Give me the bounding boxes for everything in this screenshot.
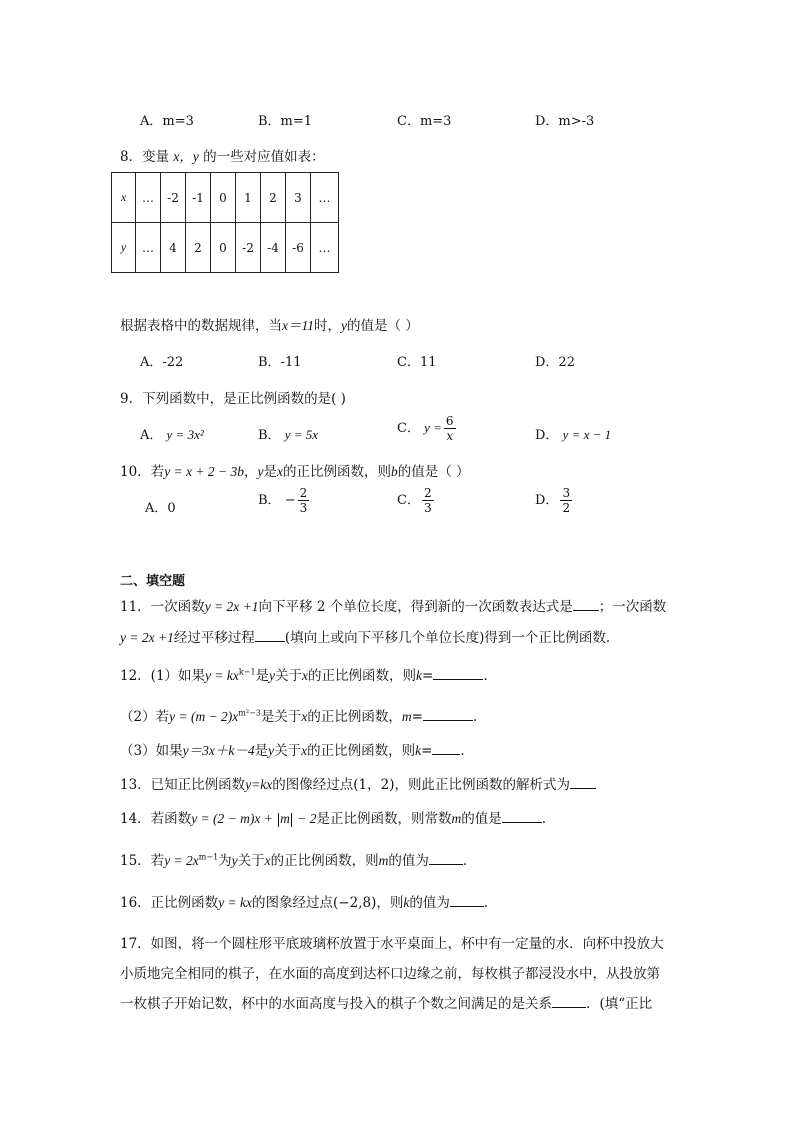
- q15-y: y: [231, 853, 238, 868]
- q14-end: .: [541, 811, 547, 827]
- q16-k: k: [403, 895, 410, 910]
- answer-blank[interactable]: [570, 776, 596, 789]
- q15-a: 15．若: [120, 853, 165, 869]
- answer-blank[interactable]: [502, 810, 542, 823]
- q9-option-c-pre: y =: [424, 420, 442, 435]
- table-row-y: [112, 223, 339, 273]
- q12-p3-e: =: [421, 743, 433, 759]
- q12-p3-expr: y＝3x＋k－4: [182, 743, 255, 758]
- q12-p1-b: 是: [255, 668, 270, 684]
- fraction-denominator: 3: [299, 501, 308, 515]
- q10-stem-expr: y = x + 2 − 3b: [164, 464, 245, 479]
- q11-line1: [120, 595, 666, 615]
- q14-expr-m: m: [280, 811, 290, 826]
- q8-option-b: B．-11: [258, 355, 302, 370]
- q17-line3: [120, 992, 652, 1012]
- q10-stem-bvar: b: [391, 464, 398, 479]
- q14-expr-b: − 2: [297, 811, 317, 826]
- q8-option-a: A．-22: [140, 355, 184, 370]
- table-cell: 3: [286, 173, 311, 223]
- q17-line1: 17．如图，将一个圆柱形平底玻璃杯放置于水平桌面上，杯中有一定量的水．向杯中投放大: [120, 936, 664, 952]
- fraction-denominator: x: [446, 429, 454, 443]
- table-cell: 0: [211, 223, 236, 273]
- q17-l3-a: 一枚棋子开始记数，杯中的水面高度与投入的棋子个数之间满足的是关系: [120, 996, 552, 1012]
- q12-p2-d: =: [411, 709, 423, 725]
- table-cell: -1: [186, 173, 211, 223]
- q12-p2-m: m: [401, 709, 412, 724]
- q12-p1-y: y: [269, 668, 276, 683]
- q10-option-c-fraction: [422, 486, 434, 515]
- q12-p2-x: x: [301, 709, 308, 724]
- answer-blank[interactable]: [552, 995, 586, 1008]
- q8-question-var: y: [341, 318, 347, 333]
- q9-option-c-fraction: [444, 414, 456, 443]
- q10-stem-x: x: [277, 464, 284, 479]
- q10-stem-y: y: [257, 464, 264, 479]
- q12-p3-c: 关于: [274, 743, 302, 759]
- q8-option-d: D．22: [535, 355, 575, 370]
- table-cell: 0: [211, 173, 236, 223]
- q12-p1-c: 关于: [275, 668, 303, 684]
- q16-point: (−2,8): [333, 895, 377, 911]
- q12-part2: [120, 705, 477, 725]
- q13: [120, 773, 596, 793]
- q10-option-a-value: 0: [167, 501, 176, 516]
- q9-option-d: [535, 424, 611, 443]
- q11-l1-c: ；一次函数: [598, 599, 667, 615]
- q16-c: ，则: [376, 895, 404, 911]
- q14-a: 14．若函数: [120, 811, 192, 827]
- table-cell: …: [136, 223, 161, 273]
- q15-end: .: [462, 853, 468, 869]
- q12-p1-e: =: [422, 668, 434, 684]
- q14-expr-a: y = (2 − m)x +: [191, 811, 273, 826]
- q12-p3-b: 是: [254, 743, 269, 759]
- q10-option-a: [145, 497, 176, 516]
- answer-blank[interactable]: [255, 629, 285, 642]
- q12-p1-expr: y = kx: [205, 668, 239, 683]
- q12-p1-x: x: [302, 668, 309, 683]
- q12-p1-k: k: [416, 668, 423, 683]
- q15-e: 的值为: [388, 853, 429, 869]
- section-heading: 二、填空题: [120, 574, 186, 589]
- q12-p1-end: .: [483, 668, 488, 684]
- fraction-denominator: 2: [562, 501, 571, 515]
- table-cell: …: [311, 223, 339, 273]
- q14-c: 的值是: [461, 811, 502, 827]
- q10-stem-a: 10．若: [120, 464, 165, 480]
- q11-l1-a: 11．一次函数: [120, 599, 205, 615]
- q15-x: x: [264, 853, 271, 868]
- q15-b: 为: [218, 853, 232, 869]
- q13-expr: y=kx: [245, 777, 273, 792]
- q9-option-a-label: A．: [140, 428, 163, 443]
- q16-b: 的图象经过点: [252, 895, 334, 911]
- q8-option-c: C．11: [397, 355, 437, 370]
- q12-p1-a: 12．(1）如果: [120, 668, 206, 684]
- q11-l2-a: 经过平移过程: [173, 630, 255, 646]
- table-cell: 2: [186, 223, 211, 273]
- q10-option-d-fraction: [560, 486, 572, 515]
- q12-p2-sup: m²−3: [238, 708, 261, 718]
- q16-end: .: [483, 895, 489, 911]
- q9-option-c-label: C．: [397, 421, 420, 436]
- q10-option-b-fraction: [298, 486, 310, 515]
- q10-option-b-sign: −: [284, 493, 296, 508]
- q12-part3: [120, 739, 465, 759]
- q10-stem: [120, 460, 470, 480]
- q9-option-d-expr: y = x − 1: [562, 427, 612, 442]
- q8-stem-text: 8．变量: [120, 149, 170, 165]
- q14-m: m: [451, 811, 462, 826]
- table-cell: 2: [261, 173, 286, 223]
- q12-p3-x: x: [301, 743, 308, 758]
- q9-option-b-label: B．: [258, 428, 281, 443]
- q9-option-b: [258, 424, 318, 443]
- q12-p3-a: （3）如果: [120, 743, 183, 759]
- q12-p3-d: 的正比例函数，则: [307, 743, 416, 759]
- q15-m: m: [378, 853, 389, 868]
- q16-d: 的值为: [409, 895, 450, 911]
- fraction-denominator: 3: [423, 501, 432, 515]
- q11-l1-expr: y = 2x +1: [204, 599, 259, 614]
- q17-line2: 小质地完全相同的棋子，在水面的高度到达杯口边缘之前，每枚棋子都浸没水中，从投放第: [120, 966, 660, 982]
- q10-option-c-label: C．: [397, 493, 420, 508]
- q12-p1-d: 的正比例函数，则: [308, 668, 417, 684]
- q14: [120, 807, 546, 827]
- q10-stem-c: 是: [263, 464, 278, 480]
- q12-p2-a: （2）若: [120, 709, 170, 725]
- q7-option-a: A．m=3: [140, 114, 194, 129]
- q10-option-b: [258, 486, 311, 515]
- q15-d: 的正比例函数，则: [270, 853, 379, 869]
- q9-option-d-label: D．: [535, 428, 559, 443]
- q7-option-b: B．m=1: [258, 114, 313, 129]
- q12-part1: [120, 664, 488, 684]
- fraction-numerator: 3: [562, 486, 571, 500]
- q16-expr: y = kx: [218, 895, 253, 910]
- fraction-numerator: 2: [423, 486, 432, 500]
- answer-blank[interactable]: [429, 852, 463, 865]
- table-cell: 4: [161, 223, 186, 273]
- q11-l2-expr: y = 2x +1: [120, 630, 174, 645]
- q11-l2-b: (填向上或向下平移几个单位长度)得到一个正比例函数.: [284, 630, 611, 646]
- q9-option-b-expr: y = 5x: [284, 427, 319, 442]
- q10-option-d: [535, 486, 574, 515]
- q12-p2-end: .: [472, 709, 478, 725]
- table-cell: 1: [236, 173, 261, 223]
- q15-expr: y = 2x: [164, 853, 199, 868]
- q15-c: 关于: [237, 853, 265, 869]
- q9-option-c: [397, 414, 458, 443]
- q12-p2-b: 是关于: [260, 709, 302, 725]
- q13-a: 13．已知正比例函数: [120, 777, 246, 793]
- table-header-y: y: [112, 223, 136, 273]
- q10-option-b-label: B．: [258, 493, 281, 508]
- q14-b: 是正比例函数，则常数: [316, 811, 452, 827]
- table-cell: …: [311, 173, 339, 223]
- table-cell: -2: [236, 223, 261, 273]
- answer-blank[interactable]: [433, 667, 483, 680]
- q16: [120, 891, 488, 911]
- answer-blank[interactable]: [450, 894, 484, 907]
- q9-stem: 9．下列函数中，是正比例函数的是( ): [120, 391, 346, 407]
- q10-option-c: [397, 486, 436, 515]
- q16-a: 16．正比例函数: [120, 895, 219, 911]
- q9-option-a-expr: y = 3x²: [166, 427, 204, 442]
- q8-stem-vars: x，y: [173, 149, 199, 164]
- q12-p2-c: 的正比例函数，: [307, 709, 402, 725]
- q8-question-c: 的值是（ ）: [347, 318, 419, 334]
- q12-p2-expr: y = (m − 2)x: [169, 709, 239, 724]
- q12-p3-end: .: [460, 743, 465, 759]
- q10-stem-d: 的正比例函数，则: [283, 464, 392, 480]
- q17-l3-b: ．(填“正比: [586, 996, 653, 1012]
- q11-line2: [120, 626, 610, 646]
- q12-p1-sup: k−1: [238, 667, 256, 677]
- table-cell: -2: [161, 173, 186, 223]
- fraction-numerator: 6: [445, 414, 454, 428]
- q9-option-a: [140, 424, 204, 443]
- q8-stem: [120, 145, 325, 165]
- table-row-x: [112, 173, 339, 223]
- q8-question-cond: x＝11: [282, 318, 314, 333]
- table-cell: -6: [286, 223, 311, 273]
- q15-sup: m−1: [198, 852, 219, 862]
- fraction-numerator: 2: [299, 486, 308, 500]
- q10-stem-b: ，: [244, 464, 258, 480]
- q8-question-a: 根据表格中的数据规律，当: [120, 318, 282, 334]
- answer-blank[interactable]: [432, 742, 460, 755]
- value-table: [111, 172, 339, 273]
- q8-question-b: 时，: [314, 318, 341, 334]
- q12-p3-y: y: [268, 743, 275, 758]
- answer-blank[interactable]: [573, 598, 599, 611]
- q10-option-a-label: A．: [145, 501, 168, 516]
- q8-question: [120, 314, 419, 334]
- table-cell: …: [136, 173, 161, 223]
- q7-option-d: D．m>-3: [535, 114, 595, 129]
- answer-blank[interactable]: [423, 708, 473, 721]
- q10-stem-e: 的值是（ ）: [397, 464, 470, 480]
- q13-b: 的图像经过点(1，2)，则此正比例函数的解析式为: [272, 777, 570, 793]
- q11-l1-b: 向下平移 2 个单位长度，得到新的一次函数表达式是: [258, 599, 573, 615]
- q15: [120, 849, 467, 869]
- q8-stem-end: 的一些对应值如表：: [203, 149, 325, 165]
- q10-option-d-label: D．: [535, 493, 559, 508]
- abs-bar-icon: [291, 813, 292, 827]
- table-header-x: x: [112, 173, 136, 223]
- table-cell: -4: [261, 223, 286, 273]
- q12-p3-k: k: [415, 743, 422, 758]
- q7-option-c: C．m=3: [397, 114, 452, 129]
